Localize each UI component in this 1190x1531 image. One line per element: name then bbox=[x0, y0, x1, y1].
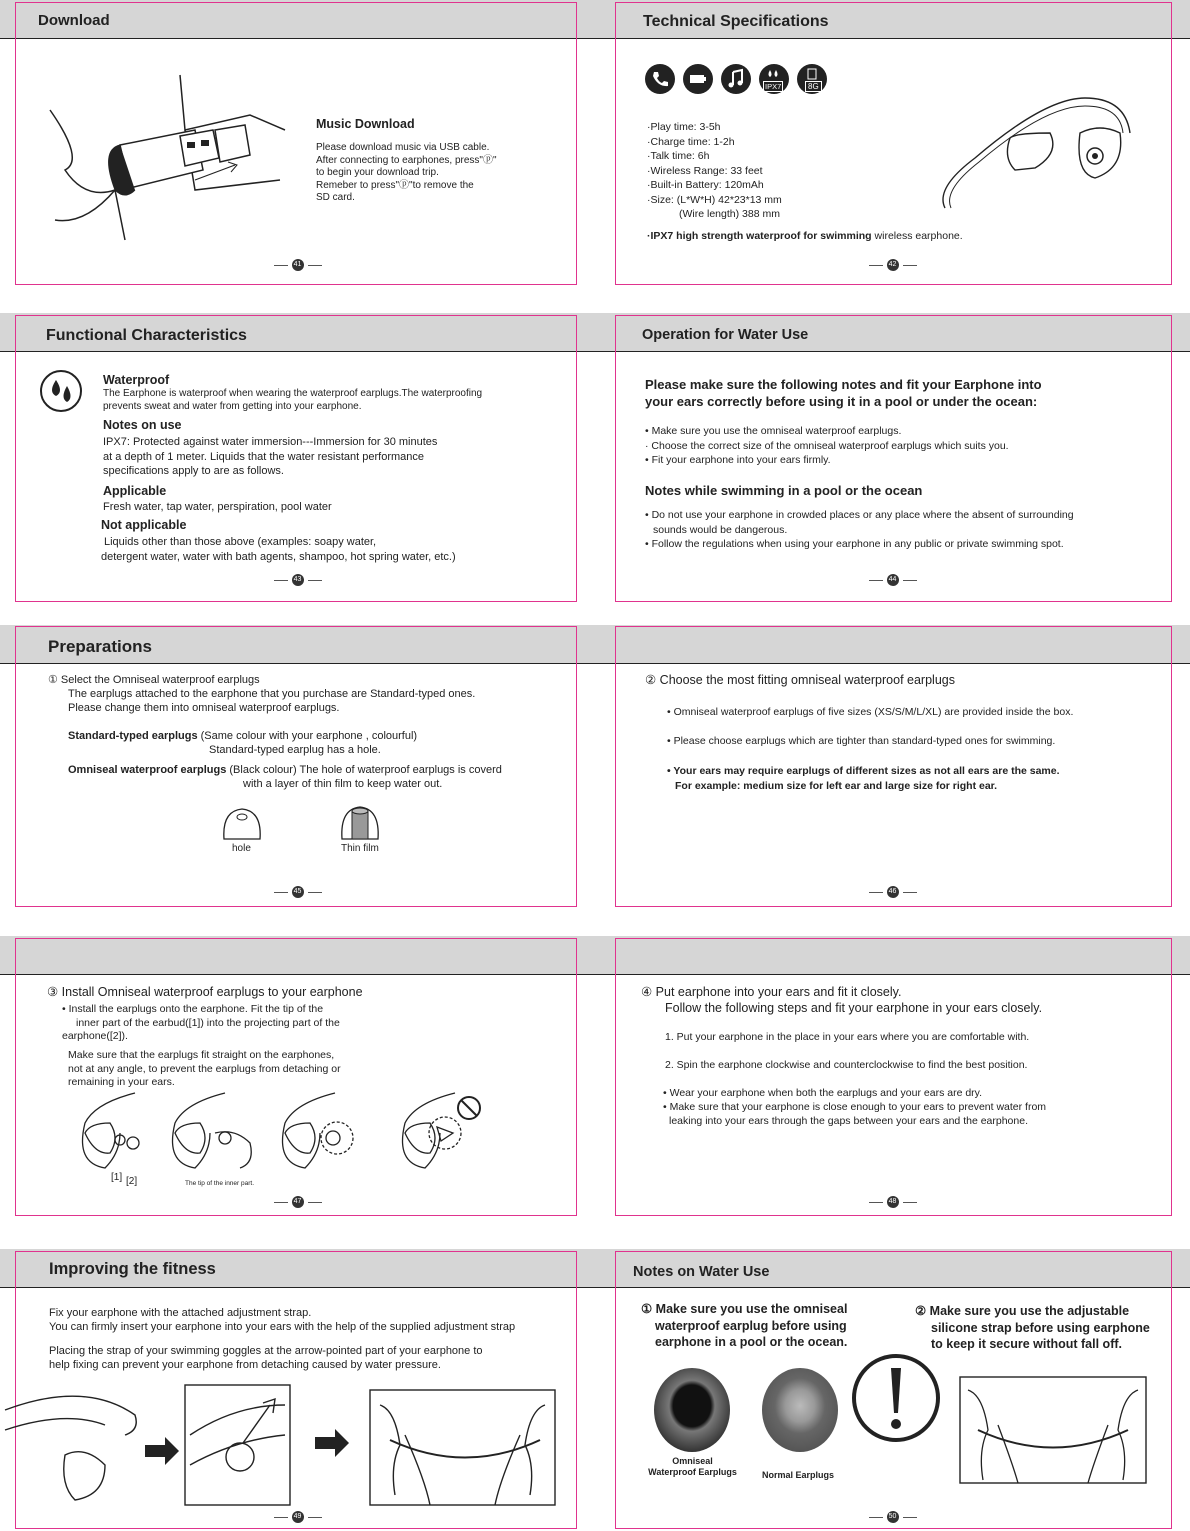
fit-step: 1. Put your earphone in the place in your ears where you are comfortable with. bbox=[665, 1031, 1030, 1043]
earphone-illustration bbox=[915, 78, 1155, 218]
memory-badge: 8G bbox=[805, 81, 822, 92]
page-number: 42 bbox=[595, 259, 1190, 271]
text-line: Fix your earphone with the attached adjustment strap. bbox=[49, 1307, 312, 1319]
page-title: Notes on Water Use bbox=[633, 1264, 770, 1280]
note-line: ② Make sure you use the adjustable bbox=[915, 1304, 1130, 1318]
battery-icon bbox=[683, 64, 713, 94]
caption-omniseal: Omniseal Waterproof Earplugs bbox=[648, 1456, 737, 1477]
page-number: 43 bbox=[0, 574, 595, 586]
notes-heading: Notes on use bbox=[103, 418, 182, 432]
omniseal-line-2: with a layer of thin film to keep water out. bbox=[243, 778, 443, 790]
page-title: Download bbox=[38, 12, 110, 29]
page-title: Functional Characteristics bbox=[46, 327, 247, 344]
bullet: • Make sure you use the omniseal waterproof earplugs. bbox=[645, 425, 902, 437]
caption-hole: hole bbox=[232, 843, 251, 854]
caption-normal: Normal Earplugs bbox=[762, 1470, 835, 1480]
strap-illustration bbox=[5, 1385, 560, 1510]
text-line: Liquids other than those above (examples: soapy water, bbox=[104, 536, 377, 548]
usb-drive-illustration bbox=[45, 70, 285, 250]
spec-line: ·Charge time: 1-2h bbox=[647, 135, 735, 148]
fit-step: 2. Spin the earphone clockwise and counterclockwise to find the best position. bbox=[665, 1059, 1028, 1071]
standard-line: Standard-typed earplugs (Same colour with your earphone , colourful) bbox=[68, 730, 418, 742]
text-line: The Earphone is waterproof when wearing the waterproof earplugs.The waterproofing bbox=[103, 388, 483, 399]
warning-icon bbox=[851, 1353, 941, 1443]
spec-line: ·Play time: 3-5h bbox=[647, 121, 721, 133]
bullet: • Do not use your earphone in crowded places or any place where the absent of surrounding bbox=[645, 509, 1074, 521]
page-number: 48 bbox=[595, 1196, 1190, 1208]
bullet: • Make sure that your earphone is close enough to your ears to prevent water from bbox=[663, 1101, 1047, 1113]
bullet: leaking into your ears through the gaps between your ears and the earphone. bbox=[669, 1115, 1028, 1127]
page-42 bbox=[595, 0, 1190, 306]
bullet: • Omniseal waterproof earplugs of five sizes (XS/S/M/L/XL) are provided inside the box. bbox=[667, 706, 1074, 718]
page-number: 50 bbox=[595, 1511, 1190, 1523]
spec-line: ·Talk time: 6h bbox=[647, 150, 710, 162]
applicable-heading: Applicable bbox=[103, 484, 167, 498]
page-title: Improving the fitness bbox=[49, 1260, 216, 1278]
page-number: 44 bbox=[595, 574, 1190, 586]
download-line: Remeber to press"ⓟ"to remove the bbox=[316, 179, 474, 191]
download-line: Please download music via USB cable. bbox=[316, 142, 490, 153]
text-line: help fixing can prevent your earphone from detaching caused by water pressure. bbox=[49, 1359, 441, 1371]
memory-8g-icon bbox=[797, 64, 827, 94]
page-47 bbox=[0, 918, 595, 1224]
text-line: Please change them into omniseal waterproof earplugs. bbox=[68, 702, 340, 714]
text-line: IPX7: Protected against water immersion---Immersion for 30 minutes bbox=[103, 436, 438, 448]
page-45 bbox=[0, 612, 595, 918]
text-line: detergent water, water with bath agents, shampoo, hot spring water, etc.) bbox=[101, 550, 456, 563]
standard-line-2: Standard-typed earplug has a hole. bbox=[209, 744, 381, 756]
applicable-text: Fresh water, tap water, perspiration, pool water bbox=[103, 501, 332, 513]
ipx7-badge: IPX7 bbox=[765, 82, 782, 91]
page-44 bbox=[595, 306, 1190, 612]
text-line: remaining in your ears. bbox=[68, 1076, 175, 1088]
page-43 bbox=[0, 306, 595, 612]
note-line: earphone in a pool or the ocean. bbox=[655, 1335, 848, 1349]
label-1: [1] bbox=[111, 1172, 123, 1183]
music-download-heading: Music Download bbox=[316, 117, 415, 131]
intro-line: your ears correctly before using it in a pool or under the ocean: bbox=[645, 394, 1038, 409]
bullet: For example: medium size for left ear and large size for right ear. bbox=[675, 780, 998, 792]
music-icon bbox=[721, 64, 751, 94]
step-4-subline: Follow the following steps and fit your earphone in your ears closely. bbox=[665, 1001, 1043, 1015]
spec-line: ·Built-in Battery: 120mAh bbox=[647, 179, 764, 191]
standard-earplug-illustration bbox=[220, 807, 264, 843]
note-line: to keep it secure without fall off. bbox=[931, 1337, 1122, 1351]
text-line: specifications apply to are as follows. bbox=[103, 465, 284, 477]
text-line: prevents sweat and water from getting into your earphone. bbox=[103, 400, 362, 412]
strap-wearing-illustration bbox=[958, 1375, 1148, 1485]
caption-thin-film: Thin film bbox=[341, 843, 379, 854]
text-line: You can firmly insert your earphone into your ears with the help of the supplied adjustment strap bbox=[49, 1321, 516, 1333]
earplugs-photo bbox=[650, 1365, 840, 1455]
note-line: waterproof earplug before using bbox=[655, 1318, 847, 1333]
text-line: The earplugs attached to the earphone that you purchase are Standard-typed ones. bbox=[68, 688, 476, 700]
spec-line: (Wire length) 388 mm bbox=[679, 208, 780, 220]
intro-line: Please make sure the following notes and fit your Earphone into bbox=[645, 377, 1042, 392]
tip-caption: The tip of the inner part. bbox=[185, 1180, 255, 1187]
waterproof-ipx7-icon bbox=[759, 64, 789, 94]
text-line: at a depth of 1 meter. Liquids that the water resistant performance bbox=[103, 450, 425, 463]
page-title: Technical Specifications bbox=[643, 13, 829, 30]
note-line: silicone strap before using earphone bbox=[931, 1320, 1150, 1335]
text-line: • Install the earplugs onto the earphone. Fit the tip of the bbox=[62, 1003, 324, 1015]
download-line: to begin your download trip. bbox=[316, 167, 439, 178]
download-line: After connecting to earphones, press"ⓟ" bbox=[316, 154, 497, 166]
text-line: not at any angle, to prevent the earplugs from detaching or bbox=[68, 1062, 341, 1075]
page-number: 47 bbox=[0, 1196, 595, 1208]
page-46 bbox=[595, 612, 1190, 918]
label-2: [2] bbox=[126, 1176, 138, 1187]
step-1: ① Select the Omniseal waterproof earplugs bbox=[48, 674, 260, 686]
bullet: • Follow the regulations when using your earphone in any public or private swimming spot. bbox=[645, 538, 1064, 550]
text-line: Make sure that the earplugs fit straight on the earphones, bbox=[68, 1049, 335, 1061]
bullet: • Wear your earphone when both the earplugs and your ears are dry. bbox=[663, 1087, 983, 1099]
page-50 bbox=[595, 1225, 1190, 1531]
phone-icon bbox=[645, 64, 675, 94]
spec-line: ·Wireless Range: 33 feet bbox=[647, 164, 763, 177]
download-line: SD card. bbox=[316, 192, 355, 203]
page-41 bbox=[0, 0, 595, 306]
text-line: inner part of the earbud([1]) into the projecting part of the bbox=[76, 1016, 340, 1029]
not-applicable-heading: Not applicable bbox=[101, 518, 187, 532]
bullet: • Please choose earplugs which are tighter than standard-typed ones for swimming. bbox=[667, 735, 1056, 747]
bullet: • Your ears may require earplugs of different sizes as not all ears are the same. bbox=[667, 765, 1060, 777]
text-line: earphone([2]). bbox=[62, 1030, 128, 1042]
text-line: Placing the strap of your swimming goggles at the arrow-pointed part of your earphone to bbox=[49, 1345, 483, 1357]
step-3: ③ Install Omniseal waterproof earplugs to your earphone bbox=[47, 985, 363, 999]
page-number: 49 bbox=[0, 1511, 595, 1523]
page-title: Preparations bbox=[48, 637, 152, 656]
waterproof-heading: Waterproof bbox=[103, 373, 170, 387]
spec-line: ·Size: (L*W*H) 42*23*13 mm bbox=[647, 193, 782, 206]
step-4: ④ Put earphone into your ears and fit it closely. bbox=[641, 985, 902, 999]
page-number: 45 bbox=[0, 886, 595, 898]
bullet: · Choose the correct size of the omniseal waterproof earplugs which suits you. bbox=[645, 439, 1009, 452]
page-number: 41 bbox=[0, 259, 595, 271]
swimming-heading: Notes while swimming in a pool or the ocean bbox=[645, 483, 923, 498]
bullet: sounds would be dangerous. bbox=[653, 523, 788, 536]
ipx7-statement: ·IPX7 high strength waterproof for swimming wireless earphone. bbox=[647, 230, 963, 242]
page-49 bbox=[0, 1225, 595, 1531]
bullet: • Fit your earphone into your ears firmly. bbox=[645, 454, 831, 466]
page-number: 46 bbox=[595, 886, 1190, 898]
page-title: Operation for Water Use bbox=[642, 327, 809, 343]
note-line: ① Make sure you use the omniseal bbox=[641, 1302, 848, 1316]
omniseal-earplug-illustration bbox=[338, 805, 382, 843]
water-drops-icon bbox=[40, 370, 82, 412]
page-48 bbox=[595, 918, 1190, 1224]
install-step-illustrations bbox=[75, 1093, 495, 1183]
omniseal-line: Omniseal waterproof earplugs (Black colour) The hole of waterproof earplugs is coverd bbox=[68, 764, 502, 776]
step-2: ② Choose the most fitting omniseal waterproof earplugs bbox=[645, 673, 955, 687]
